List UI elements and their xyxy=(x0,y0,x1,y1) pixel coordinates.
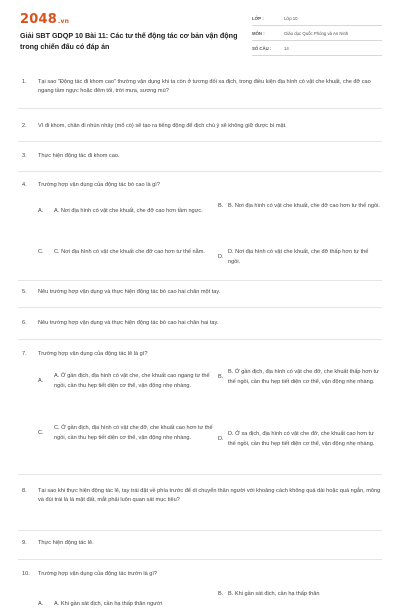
question-item xyxy=(22,319,382,328)
question-divider xyxy=(18,559,382,560)
question-divider xyxy=(18,108,382,109)
option-letter: C. xyxy=(38,429,44,436)
answer-option-c[interactable] xyxy=(38,424,220,443)
question-divider xyxy=(18,141,382,142)
question-text: Vì đi khom, chân đi nhún nhảy (mổ cò) sẽ tạo ra tiếng động để địch chú ý sẽ không giữ được bí mật. xyxy=(38,123,287,129)
question-divider xyxy=(18,530,382,531)
question-item xyxy=(22,539,382,548)
option-text: B. Ở gần địch, địa hình có vật che đỡ, che khuất thấp hơn tư thế ngồi, cần thu hẹp tiết diện cơ thể, vận động nhẹ nhàng. xyxy=(228,369,379,385)
option-letter: A. xyxy=(38,377,44,384)
question-text: Nêu trường hợp vận dụng và thực hiện động tác bò cao hai chân một tay. xyxy=(38,289,221,295)
question-number: 7. xyxy=(22,351,27,357)
question-item xyxy=(22,350,382,359)
question-text: Thực hiện động tác lê. xyxy=(38,540,94,546)
document-meta xyxy=(252,11,382,56)
meta-value: Lớp 10 xyxy=(284,15,298,21)
meta-row-class xyxy=(252,11,382,26)
option-text: A. Khi gần sát địch, cần hạ thấp thân người xyxy=(54,601,162,607)
meta-value: Giáo dục Quốc Phòng và An Ninh xyxy=(284,30,349,36)
question-text: Thực hiện động tác đi khom cao. xyxy=(38,153,120,159)
meta-row-subject xyxy=(252,26,382,41)
question-number: 5. xyxy=(22,289,27,295)
question-text: Trường hợp vận dụng của động tác bò cao là gì? xyxy=(38,182,160,188)
question-text: Trường hợp vận dụng của động tác lê là gì? xyxy=(38,351,148,357)
option-text: D. Nơi địa hình có vật che khuất, che đỡ thấp hơn tư thế ngồi. xyxy=(228,249,369,265)
option-letter: D. xyxy=(218,253,224,260)
option-text: B. Nơi địa hình có vật che khuất, che đỡ cao hơn tư thế ngồi. xyxy=(228,203,380,209)
answer-option-b[interactable] xyxy=(218,368,382,387)
question-divider xyxy=(18,339,382,340)
answer-option-d[interactable] xyxy=(218,430,382,449)
question-divider xyxy=(18,474,382,475)
question-number: 10. xyxy=(22,571,30,577)
question-number: 8. xyxy=(22,488,27,494)
question-item xyxy=(22,78,382,97)
logo-main-text: 2048 xyxy=(20,12,57,27)
option-letter: A. xyxy=(38,208,44,214)
option-text: B. Khi gần sát địch, cần hạ thấp thân xyxy=(228,591,320,597)
question-number: 3. xyxy=(22,153,27,159)
answer-option-b[interactable] xyxy=(218,202,382,212)
document-header xyxy=(0,0,400,64)
question-number: 2. xyxy=(22,123,27,129)
meta-label: SỐ CÂU : xyxy=(252,45,272,51)
meta-label: MÔN : xyxy=(252,30,265,36)
answer-option-a[interactable] xyxy=(38,600,220,610)
question-divider xyxy=(18,280,382,281)
logo-suffix-text: .vn xyxy=(57,18,70,25)
option-letter: A. xyxy=(38,601,44,607)
option-text: C. Nơi địa hình có vật che khuất che đỡ cao hơn tư thế nằm. xyxy=(54,249,205,255)
answer-option-b[interactable] xyxy=(218,590,382,600)
question-divider xyxy=(18,171,382,172)
option-letter: C. xyxy=(38,249,44,255)
question-number: 1. xyxy=(22,79,27,85)
answer-option-a[interactable] xyxy=(38,372,220,391)
question-text: Tại sao khi thực hiện động tác lê, tay trái đặt về phía trước để di chuyển thân người với khoảng cách không quá dài hoặc quá ngắn, mông và đùi trái là là mặt đất, mắt phải luôn quan sát mục tiêu? xyxy=(38,488,381,504)
question-text: Tại sao "Động tác đi khom cao" thường vận dụng khi ta còn ở tương đối xa địch, trong điều kiện địa hình có vật che khuất, che đỡ cao ngang tầm ngực hoặc đêm tối, trời mưa, sương mù? xyxy=(38,79,371,95)
question-text: Trường hợp vận dụng của động tác trườn là gì? xyxy=(38,571,158,577)
meta-value: 14 xyxy=(284,45,289,51)
option-letter: B. xyxy=(218,591,224,597)
question-item xyxy=(22,152,382,161)
option-text: A. Nơi địa hình có vật che khuất, che đỡ cao hơn tầm ngực. xyxy=(54,208,203,214)
question-item xyxy=(22,181,382,190)
question-item xyxy=(22,487,382,506)
meta-row-count xyxy=(252,41,382,56)
document-title: Giải SBT GDQP 10 Bài 11: Các tư thế động tác cơ bản vận động trong chiến đấu có đáp án xyxy=(20,31,238,51)
question-number: 4. xyxy=(22,182,27,188)
question-text: Nêu trường hợp vận dụng và thực hiện động tác bò cao hai chân hai tay. xyxy=(38,320,219,326)
option-letter: B. xyxy=(218,203,224,209)
meta-label: LỚP : xyxy=(252,15,264,21)
option-text: A. Ở gần địch, địa hình có vật che, che khuất cao ngang tư thế ngồi, cần thu hẹp tiết diện cơ thể, vận động nhẹ nhàng. xyxy=(54,373,210,389)
option-letter: B. xyxy=(218,373,224,380)
answer-option-c[interactable] xyxy=(38,248,214,258)
answer-option-d[interactable] xyxy=(218,248,382,267)
question-number: 9. xyxy=(22,540,27,546)
question-item xyxy=(22,288,382,297)
question-item xyxy=(22,570,382,579)
question-item xyxy=(22,122,382,131)
option-letter: D. xyxy=(218,435,224,442)
option-text: C. Ở gần địch, địa hình có vật che đỡ, che khuất cao hơn tư thế ngồi, cần thu hẹp tiết diện cơ thể, vận động nhẹ nhàng. xyxy=(54,425,213,441)
answer-option-a[interactable] xyxy=(38,207,214,217)
site-logo[interactable] xyxy=(20,12,69,27)
question-number: 6. xyxy=(22,320,27,326)
question-divider xyxy=(18,307,382,308)
option-text: D. Ở xa địch, địa hình có vật che đỡ, che khuất cao hơn tư thế ngồi, cần thu hẹp tiết diện cơ thể, vận động nhẹ nhàng. xyxy=(228,431,375,447)
